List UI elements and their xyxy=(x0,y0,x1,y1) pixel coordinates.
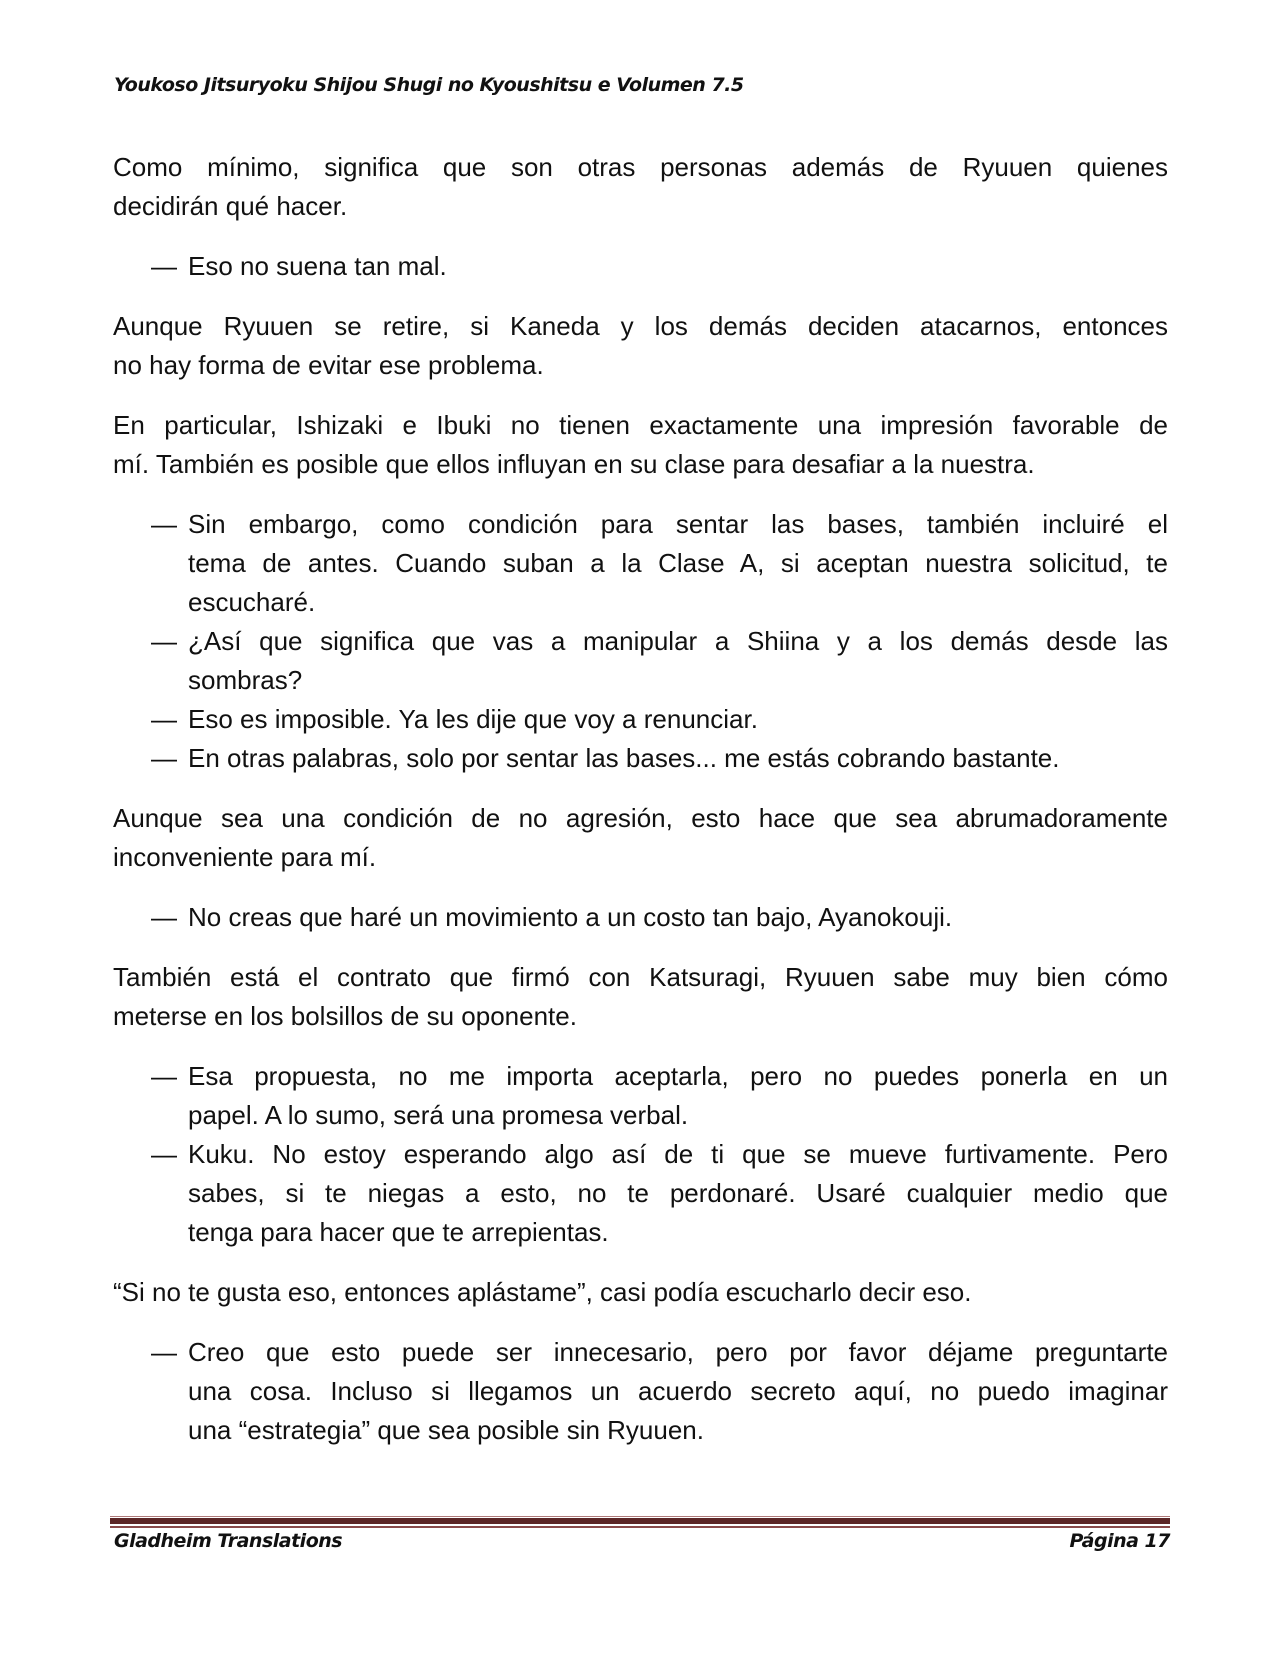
text-line: Eso no suena tan mal. xyxy=(188,251,447,281)
text-line: Creo que esto puede ser innecesario, pero por favor déjame preguntarte xyxy=(188,1337,1168,1367)
text-line: mí. También es posible que ellos influyan en su clase para desafiar a la nuestra. xyxy=(113,449,1035,479)
dialogue-line xyxy=(113,622,1168,700)
text-line: inconveniente para mí. xyxy=(113,842,377,872)
text-line: tenga para hacer que te arrepientas. xyxy=(188,1217,609,1247)
text-line: No creas que haré un movimiento a un costo tan bajo, Ayanokouji. xyxy=(188,902,953,932)
text-line: “Si no te gusta eso, entonces aplástame”, casi podía escucharlo decir eso. xyxy=(113,1277,972,1307)
paragraph xyxy=(113,799,1168,877)
em-dash: — xyxy=(151,704,177,734)
dialogue-line xyxy=(113,700,1168,739)
text-line: Eso es imposible. Ya les dije que voy a renunciar. xyxy=(188,704,758,734)
text-line: sabes, si te niegas a esto, no te perdonaré. Usaré cualquier medio que xyxy=(188,1178,1168,1208)
running-header: Youkoso Jitsuryoku Shijou Shugi no Kyoushitsu e Volumen 7.5 xyxy=(114,74,744,96)
dialogue-group xyxy=(113,1333,1168,1450)
text-line: sombras? xyxy=(188,665,303,695)
text-line: Kuku. No estoy esperando algo así de ti que se mueve furtivamente. Pero xyxy=(188,1139,1168,1169)
paragraph xyxy=(113,958,1168,1036)
dialogue-line xyxy=(113,1135,1168,1252)
text-line: una cosa. Incluso si llegamos un acuerdo secreto aquí, no puedo imaginar xyxy=(188,1376,1168,1406)
text-line: decidirán qué hacer. xyxy=(113,191,348,221)
text-line: Como mínimo, significa que son otras personas además de Ryuuen quienes xyxy=(113,152,1168,182)
paragraph xyxy=(113,406,1168,484)
em-dash: — xyxy=(151,1139,177,1169)
text-line: En particular, Ishizaki e Ibuki no tienen exactamente una impresión favorable de xyxy=(113,410,1168,440)
text-line: Aunque Ryuuen se retire, si Kaneda y los demás deciden atacarnos, entonces xyxy=(113,311,1168,341)
text-line: También está el contrato que firmó con Katsuragi, Ryuuen sabe muy bien cómo xyxy=(113,962,1168,992)
dialogue-line xyxy=(113,505,1168,622)
text-line: ¿Así que significa que vas a manipular a Shiina y a los demás desde las xyxy=(188,626,1168,656)
em-dash: — xyxy=(151,1061,177,1091)
dialogue-line xyxy=(113,1057,1168,1135)
text-line: Esa propuesta, no me importa aceptarla, pero no puedes ponerla en un xyxy=(188,1061,1168,1091)
paragraph xyxy=(113,148,1168,226)
dialogue-group xyxy=(113,505,1168,778)
em-dash: — xyxy=(151,743,177,773)
dialogue-group xyxy=(113,898,1168,937)
em-dash: — xyxy=(151,626,177,656)
text-line: En otras palabras, solo por sentar las bases... me estás cobrando bastante. xyxy=(188,743,1060,773)
text-line: Aunque sea una condición de no agresión, esto hace que sea abrumadoramente xyxy=(113,803,1168,833)
text-line: meterse en los bolsillos de su oponente. xyxy=(113,1001,577,1031)
paragraph xyxy=(113,307,1168,385)
dialogue-line xyxy=(113,898,1168,937)
text-line: Sin embargo, como condición para sentar las bases, también incluiré el xyxy=(188,509,1168,539)
dialogue-group xyxy=(113,247,1168,286)
text-line: papel. A lo sumo, será una promesa verbal. xyxy=(188,1100,689,1130)
dialogue-line xyxy=(113,247,1168,286)
text-line: tema de antes. Cuando suban a la Clase A, si aceptan nuestra solicitud, te xyxy=(188,548,1168,578)
text-line: una “estrategia” que sea posible sin Ryuuen. xyxy=(188,1415,704,1445)
em-dash: — xyxy=(151,251,177,281)
dialogue-line xyxy=(113,1333,1168,1450)
em-dash: — xyxy=(151,509,177,539)
page-body xyxy=(113,148,1168,1471)
paragraph xyxy=(113,1273,1168,1312)
text-line: escucharé. xyxy=(188,587,316,617)
em-dash: — xyxy=(151,1337,177,1367)
text-line: no hay forma de evitar ese problema. xyxy=(113,350,544,380)
em-dash: — xyxy=(151,902,177,932)
dialogue-group xyxy=(113,1057,1168,1252)
footer-rule xyxy=(110,1516,1170,1528)
footer-publisher: Gladheim Translations xyxy=(114,1530,343,1552)
dialogue-line xyxy=(113,739,1168,778)
page-number: Página 17 xyxy=(1069,1530,1170,1552)
